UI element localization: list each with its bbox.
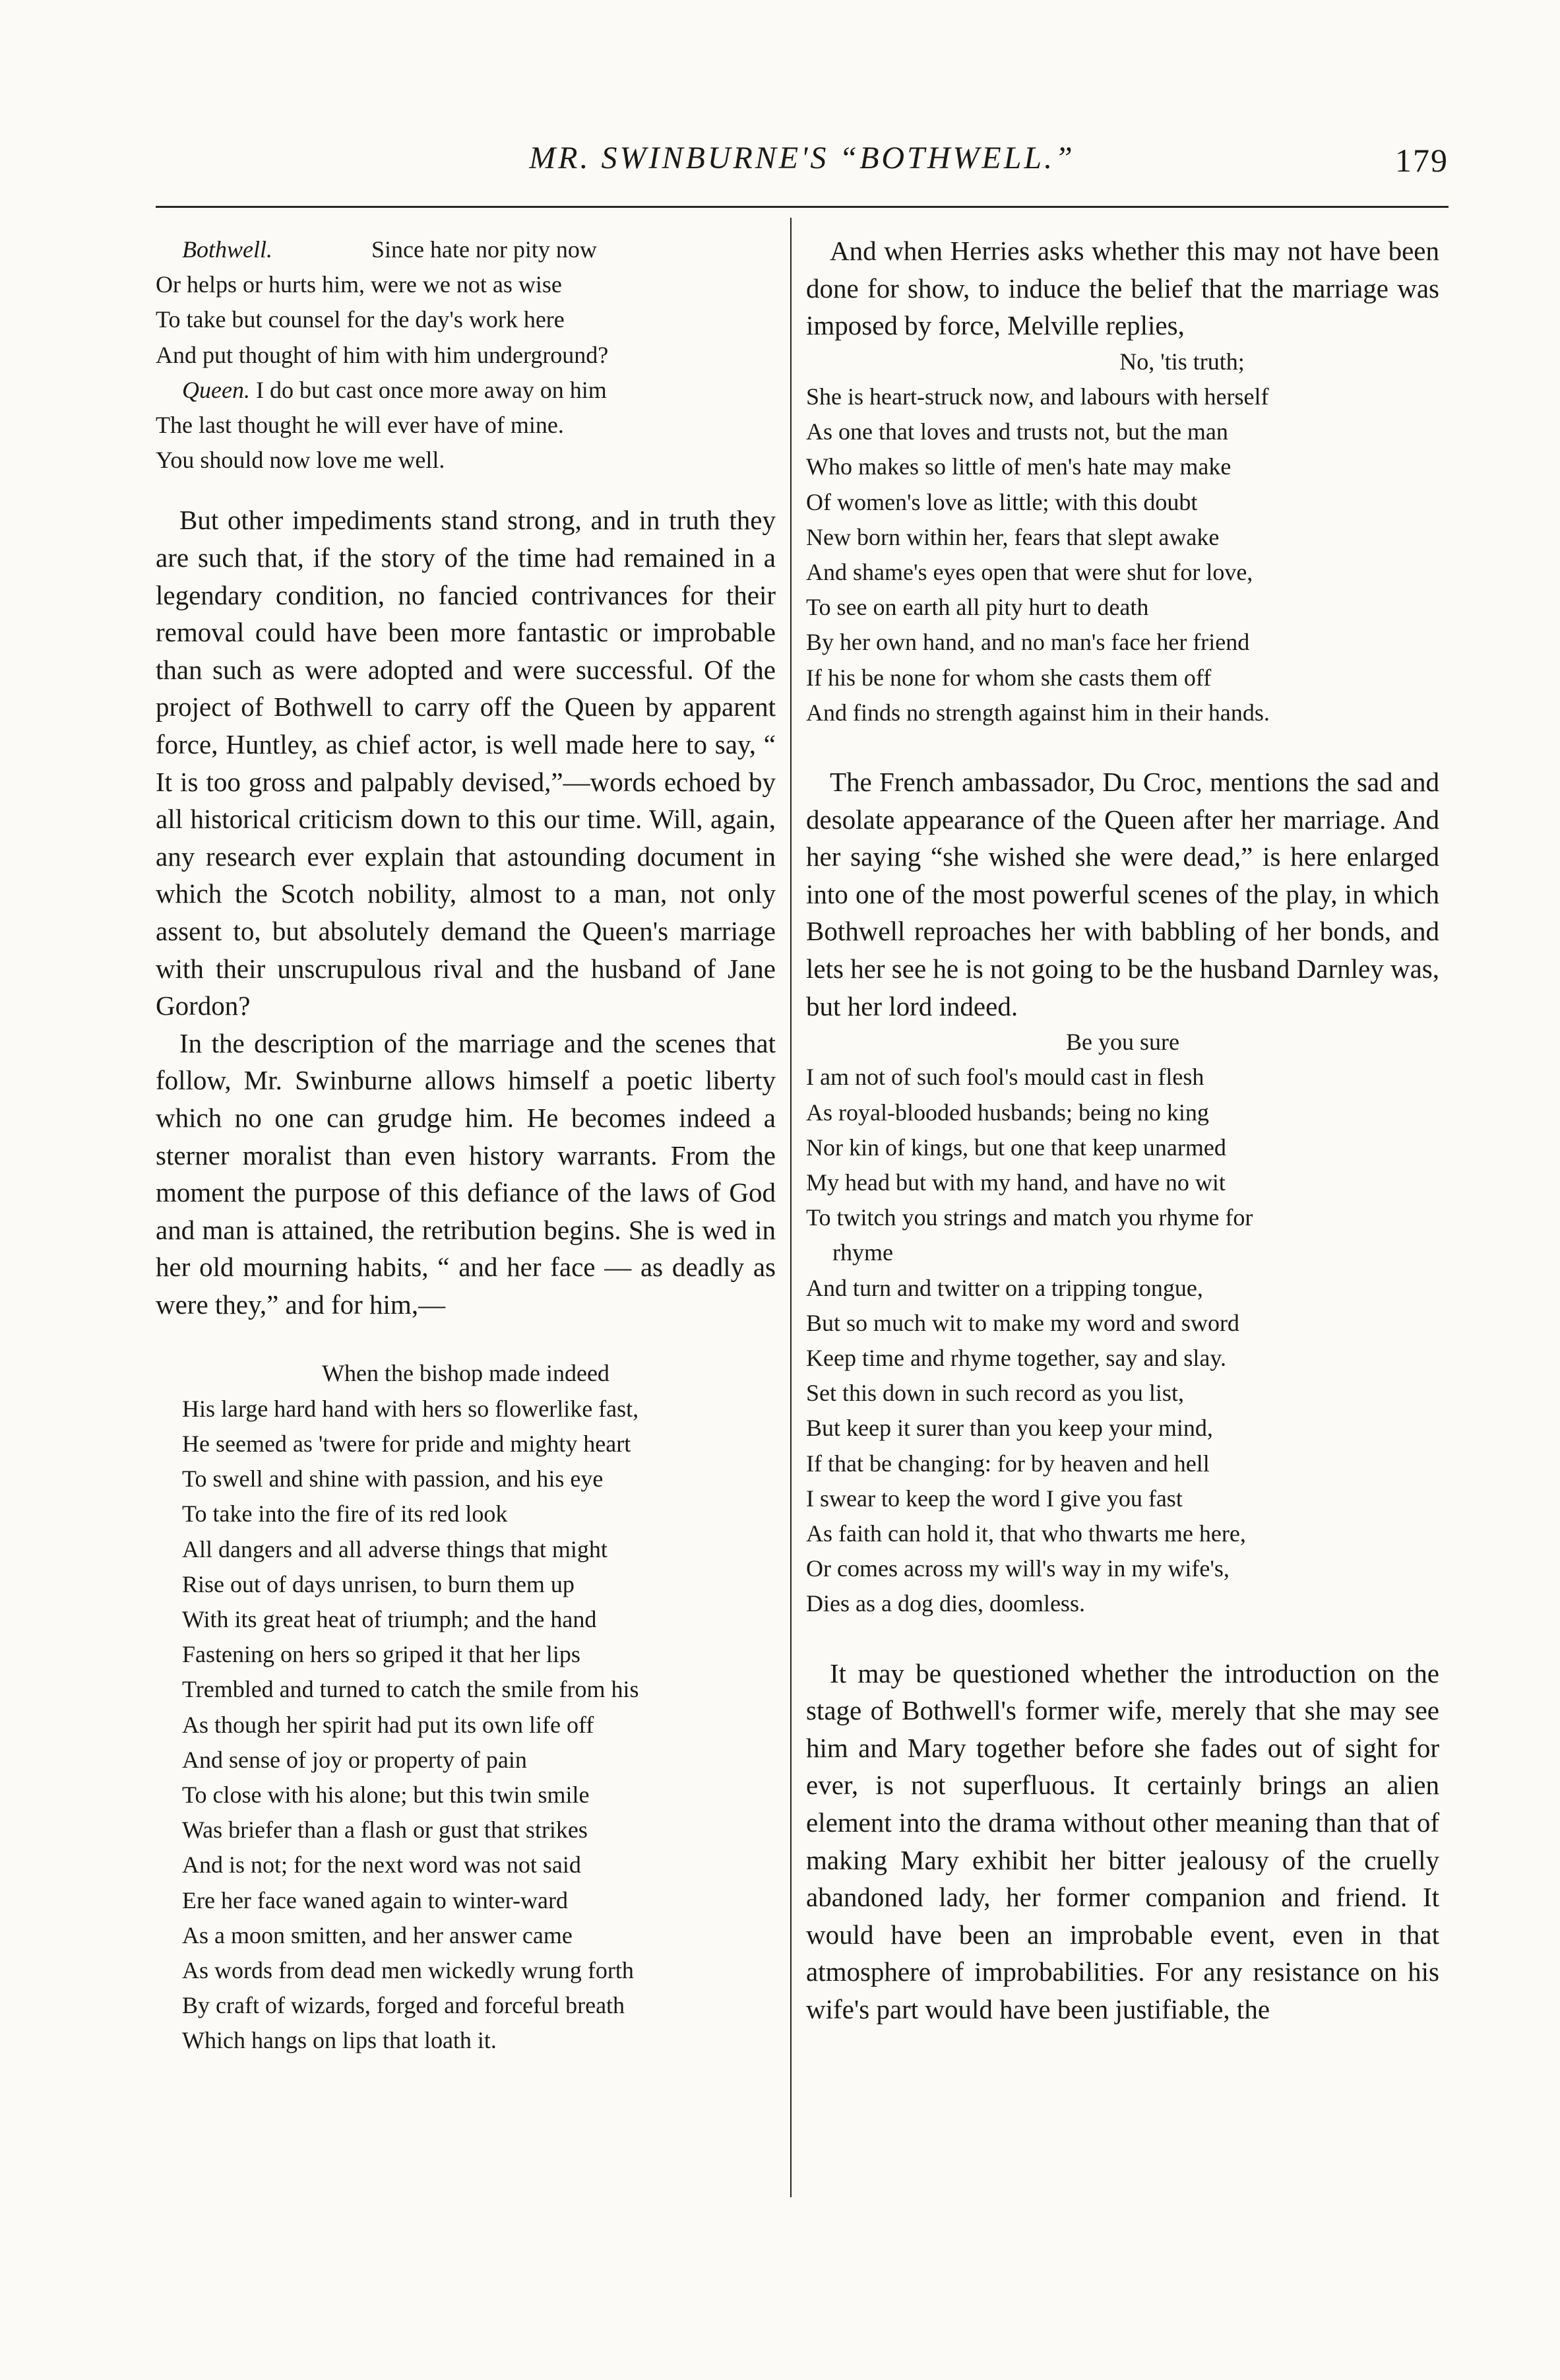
- verse-text: I do but cast once more away on him: [255, 376, 607, 403]
- verse-line: As one that loves and trusts not, but the man: [806, 418, 1228, 445]
- verse-quotation: [806, 1025, 1439, 1621]
- page-header: [156, 140, 1449, 199]
- header-rule: [156, 206, 1449, 208]
- verse-line: As words from dead men wickedly wrung forth: [182, 1956, 634, 1983]
- verse-line: [156, 232, 776, 267]
- verse-line: To twitch you strings and match you rhyme for: [806, 1204, 1253, 1231]
- verse-line: Was briefer than a flash or gust that strikes: [182, 1817, 588, 1844]
- verse-text: Since hate nor pity now: [371, 236, 597, 263]
- dialogue-verse: [156, 232, 776, 478]
- verse-lead-line: No, 'tis truth;: [1119, 348, 1245, 375]
- verse-line: Ere her face waned again to winter-ward: [182, 1886, 568, 1914]
- verse-line: With its great heat of triumph; and the hand: [182, 1605, 597, 1632]
- verse-line: As a moon smitten, and her answer came: [182, 1921, 573, 1948]
- verse-line: But keep it surer than you keep your mind,: [806, 1415, 1213, 1442]
- body-paragraph: It may be questioned whether the introduction on the stage of Bothwell's former wife, merely that she may see him and Mary together before she fades out of sight for ever, is not superfluous. It certainly brings an alien element into the drama without other meaning than that of making Mary exhibit her bitter jealousy of the cruelly abandoned lady, her former companion and friend. It would have been an improbable event, even in that atmosphere of improbabilities. For any resistance on his wife's part would have been justifiable, the: [806, 1657, 1439, 2024]
- verse-line: By her own hand, and no man's face her friend: [806, 629, 1250, 656]
- verse-line: To take into the fire of its red look: [182, 1500, 508, 1528]
- verse-line: [156, 373, 776, 408]
- column-divider: [790, 218, 792, 2197]
- left-column: [156, 232, 776, 2059]
- verse-quotation: [806, 344, 1439, 730]
- verse-line: And sense of joy or property of pain: [182, 1746, 527, 1773]
- verse-line: Trembled and turned to catch the smile from his: [182, 1676, 639, 1703]
- speaker-label: Queen.: [182, 376, 250, 403]
- verse-line: rhyme: [832, 1239, 893, 1266]
- verse-line: And put thought of him with him underground?: [156, 341, 609, 368]
- page-number: 179: [1395, 142, 1449, 179]
- verse-line: You should now love me well.: [156, 447, 445, 474]
- verse-line: If his be none for whom she casts them off: [806, 664, 1212, 691]
- verse-line: Who makes so little of men's hate may make: [806, 453, 1232, 480]
- verse-line: New born within her, fears that slept awake: [806, 523, 1220, 550]
- verse-line: Dies as a dog dies, doomless.: [806, 1590, 1085, 1617]
- verse-line: Or comes across my will's way in my wife's,: [806, 1555, 1230, 1582]
- body-paragraph: In the description of the marriage and the scenes that follow, Mr. Swinburne allows himself a poetic liberty which no one can grudge him. He becomes indeed a sterner moralist than even history warrants. From the moment the purpose of this defiance of the laws of God and man is attained, the retribution begins. She is wed in her old mourning habits, “ and her face — as deadly as were they,” and for him,—: [156, 1027, 776, 1320]
- verse-line: The last thought he will ever have of mine.: [156, 412, 564, 439]
- verse-line: And finds no strength against him in their hands.: [806, 699, 1270, 726]
- verse-line: All dangers and all adverse things that might: [182, 1535, 608, 1562]
- verse-line: To take but counsel for the day's work here: [156, 306, 565, 333]
- verse-line: She is heart-struck now, and labours with herself: [806, 383, 1269, 410]
- verse-line: As though her spirit had put its own life off: [182, 1711, 594, 1738]
- right-column: [806, 232, 1439, 2028]
- verse-line: To swell and shine with passion, and his eye: [182, 1465, 604, 1493]
- verse-line: As faith can hold it, that who thwarts me here,: [806, 1520, 1246, 1547]
- running-title: MR. SWINBURNE'S “BOTHWELL.”: [529, 141, 1075, 176]
- verse-line: Fastening on hers so griped it that her lips: [182, 1641, 580, 1668]
- verse-lead-line: Be you sure: [1066, 1029, 1179, 1056]
- verse-line: Of women's love as little; with this doubt: [806, 488, 1198, 515]
- verse-line: Rise out of days unrisen, to burn them up: [182, 1570, 575, 1597]
- verse-line: I swear to keep the word I give you fast: [806, 1485, 1183, 1512]
- verse-line: By craft of wizards, forged and forceful breath: [182, 1992, 625, 2019]
- verse-line: To see on earth all pity hurt to death: [806, 594, 1149, 621]
- verse-quotation: [156, 1356, 776, 2058]
- verse-line: His large hard hand with hers so flowerlike fast,: [182, 1395, 639, 1422]
- speaker-label: Bothwell.: [182, 236, 272, 263]
- body-paragraph: And when Herries asks whether this may not have been done for show, to induce the belief that the marriage was imposed by force, Melville replies,: [806, 236, 1439, 341]
- verse-line: Set this down in such record as you list,: [806, 1380, 1184, 1407]
- body-paragraph: But other impediments stand strong, and in truth they are such that, if the story of the time had remained in a legendary condition, no fancied contrivances for their removal could have been more fantastic or improbable than such as were adopted and were successful. Of the project of Bothwell to carry off the Queen by apparent force, Huntley, as chief actor, is well made here to say, “ It is too gross and palpably devised,”—words echoed by all historical criticism down to this our time. Will, again, any research ever explain that astounding document in which the Scotch nobility, almost to a man, not only assent to, but absolutely demand the Queen's marriage with their unscrupulous rival and the husband of Jane Gordon?: [156, 505, 776, 1021]
- verse-line: He seemed as 'twere for pride and mighty heart: [182, 1430, 631, 1457]
- verse-line: Or helps or hurts him, were we not as wise: [156, 271, 562, 298]
- verse-line: To close with his alone; but this twin smile: [182, 1781, 590, 1808]
- verse-line: And turn and twitter on a tripping tongue,: [806, 1274, 1203, 1301]
- verse-line: And shame's eyes open that were shut for love,: [806, 559, 1253, 585]
- verse-line: Which hangs on lips that loath it.: [182, 2027, 497, 2054]
- verse-lead-line: When the bishop made indeed: [322, 1360, 609, 1387]
- verse-line: Nor kin of kings, but one that keep unarmed: [806, 1134, 1226, 1161]
- verse-line: And is not; for the next word was not said: [182, 1851, 581, 1879]
- verse-line: If that be changing: for by heaven and hell: [806, 1450, 1210, 1477]
- verse-line: My head but with my hand, and have no wit: [806, 1169, 1226, 1196]
- verse-line: I am not of such fool's mould cast in flesh: [806, 1064, 1204, 1091]
- verse-line: As royal-blooded husbands; being no king: [806, 1099, 1209, 1126]
- verse-line: Keep time and rhyme together, say and slay.: [806, 1345, 1227, 1371]
- verse-line: But so much wit to make my word and sword: [806, 1309, 1239, 1336]
- body-paragraph: The French ambassador, Du Croc, mentions the sad and desolate appearance of the Queen after her marriage. And her saying “she wished she were dead,” is here enlarged into one of the most powerful scenes of the play, in which Bothwell reproaches her with babbling of her bonds, and lets her see he is not going to be the husband Darnley was, but her lord indeed.: [806, 767, 1439, 1021]
